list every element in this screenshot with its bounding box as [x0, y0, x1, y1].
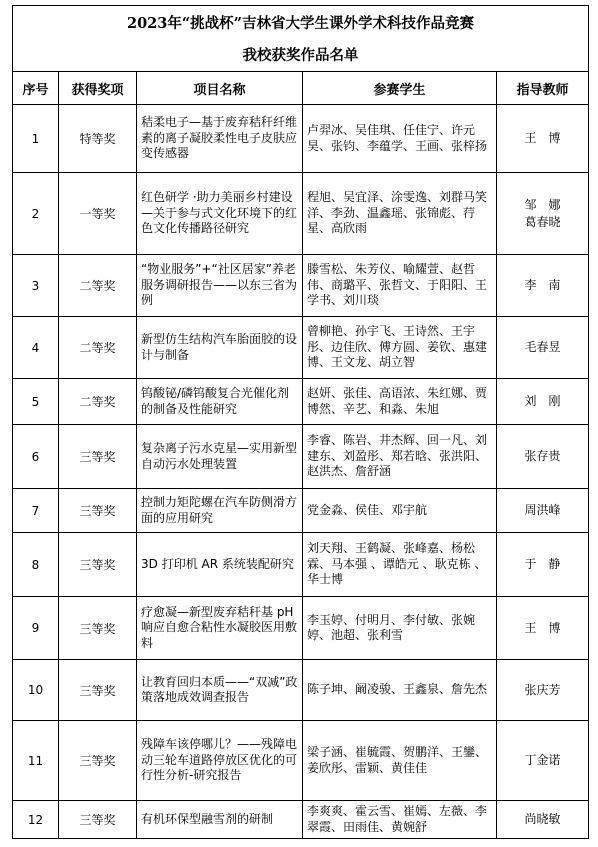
project-name: 新型仿生结构汽车胎面胶的设计与制备 — [137, 317, 303, 379]
advisor-name: 丁金诺 — [524, 753, 561, 767]
advisor-name: 张存贵 — [524, 449, 561, 463]
table-row — [13, 533, 589, 597]
advisor-names — [497, 489, 589, 533]
advisor-name: 王 博 — [524, 620, 561, 635]
project-name: 疗愈凝—新型废弃秸秆基 pH 响应自愈合粘性水凝胶医用敷料 — [137, 597, 303, 660]
header-students: 参赛学生 — [303, 72, 497, 105]
student-names: 李玉婷、付明月、李付敏、张婉婷、池超、张利雪 — [303, 597, 497, 660]
document-subtitle: 我校获奖作品名单 — [13, 38, 589, 72]
student-names: 陈子坤、阚凌骏、王鑫泉、詹先杰 — [303, 660, 497, 721]
row-number: 9 — [13, 597, 59, 660]
project-name: “物业服务”+“社区居家”养老服务调研报告——以东三省为例 — [137, 255, 303, 317]
project-name: 秸柔电子—基于废弃秸秆纤维素的离子凝胶柔性电子皮肤应变传感器 — [137, 105, 303, 173]
table-row — [13, 597, 589, 660]
award-level: 三等奖 — [59, 721, 137, 801]
advisor-name: 周洪峰 — [524, 503, 561, 517]
award-level: 二等奖 — [59, 379, 137, 425]
table-row — [13, 660, 589, 721]
student-names: 刘天翔、王鹤凝、张峰嘉、杨松霖、马本强 、谭皓元 、耿克栋 、华士博 — [303, 533, 497, 597]
advisor-name: 王 博 — [524, 131, 561, 145]
student-names: 李爽爽、霍云雪、崔嫣、左薇、李翠霞、田雨佳、黄婉舒 — [303, 801, 497, 839]
advisor-names — [497, 597, 589, 660]
title-row-1 — [13, 6, 589, 39]
table-row — [13, 317, 589, 379]
award-level: 三等奖 — [59, 597, 137, 660]
award-level: 特等奖 — [59, 105, 137, 173]
student-names: 卢羿冰、吴佳琪、任佳宁、许元昊、张钧、李蕴学、王画、张梓扬 — [303, 105, 497, 173]
award-list-sheet — [12, 5, 589, 839]
advisor-name: 邹 娜 — [524, 197, 561, 212]
award-level: 一等奖 — [59, 173, 137, 255]
row-number: 10 — [13, 660, 59, 721]
advisor-names — [497, 533, 589, 597]
award-table — [12, 5, 589, 839]
student-names: 曾柳艳、孙宇飞、王诗然、王宇彤、边佳欣、傅方圆、姜钦、惠建博、王文龙、胡立智 — [303, 317, 497, 379]
award-level: 三等奖 — [59, 660, 137, 721]
row-number: 7 — [13, 489, 59, 533]
project-name: 复杂离子污水克星—实用新型自动污水处理装置 — [137, 425, 303, 489]
award-level: 二等奖 — [59, 255, 137, 317]
advisor-names — [497, 379, 589, 425]
project-name: 有机环保型融雪剂的研制 — [137, 801, 303, 839]
project-name: 残障车该停哪儿？——残障电动三轮车道路停放区优化的可行性分析-研究报告 — [137, 721, 303, 801]
advisor-name: 张庆芳 — [524, 682, 561, 697]
advisor-names — [497, 721, 589, 801]
advisor-names — [497, 255, 589, 317]
row-number: 11 — [13, 721, 59, 801]
table-row — [13, 173, 589, 255]
project-name: 控制力矩陀螺在汽车防侧滑方面的应用研究 — [137, 489, 303, 533]
advisor-names — [497, 173, 589, 255]
row-number: 2 — [13, 173, 59, 255]
advisor-name: 于 静 — [524, 557, 561, 571]
header-award: 获得奖项 — [59, 72, 137, 105]
row-number: 1 — [13, 105, 59, 173]
student-names: 赵妍、张佳、高语浓、朱红娜、贾博然、辛艺、和淼、朱旭 — [303, 379, 497, 425]
advisor-names — [497, 105, 589, 173]
table-row — [13, 721, 589, 801]
advisor-name: 葛春晓 — [524, 214, 561, 229]
table-row — [13, 105, 589, 173]
header-project: 项目名称 — [137, 72, 303, 105]
advisor-names — [497, 425, 589, 489]
award-level: 二等奖 — [59, 317, 137, 379]
student-names: 程旭、吴宜泽、涂雯逸、刘群马笑洋、李劲、温鑫瑶、张锦彪、荇星、高欣雨 — [303, 173, 497, 255]
document-title: 2023年“挑战杯”吉林省大学生课外学术科技作品竞赛 — [13, 6, 589, 39]
advisor-name: 李 南 — [524, 278, 561, 292]
advisor-name: 毛春昱 — [524, 340, 561, 354]
project-name: 红色研学 ·助力美丽乡村建设—关于参与式文化环境下的红色文化传播路径研究 — [137, 173, 303, 255]
student-names: 滕雪松、朱芳仪、喻耀萱、赵哲伟、商璐平、张哲文、于阳阳、王学书、刘川琰 — [303, 255, 497, 317]
project-name: 钨酸铋/磷钨酸复合光催化剂的制备及性能研究 — [137, 379, 303, 425]
row-number: 12 — [13, 801, 59, 839]
advisor-name: 尚晓敏 — [524, 812, 561, 826]
row-number: 4 — [13, 317, 59, 379]
table-body — [13, 105, 589, 839]
student-names: 梁子涵、崔毓霞、贺鹏洋、王鑾、姜欣彤、雷颖、黄佳佳 — [303, 721, 497, 801]
header-num: 序号 — [13, 72, 59, 105]
table-row — [13, 801, 589, 839]
award-level: 三等奖 — [59, 533, 137, 597]
advisor-names — [497, 660, 589, 721]
table-row — [13, 379, 589, 425]
row-number: 5 — [13, 379, 59, 425]
header-teacher: 指导教师 — [497, 72, 589, 105]
row-number: 8 — [13, 533, 59, 597]
table-header-row — [13, 72, 589, 105]
student-names: 党金淼、侯佳、邓宇航 — [303, 489, 497, 533]
title-row-2 — [13, 38, 589, 72]
table-row — [13, 425, 589, 489]
project-name: 3D 打印机 AR 系统装配研究 — [137, 533, 303, 597]
row-number: 6 — [13, 425, 59, 489]
table-row — [13, 489, 589, 533]
project-name: 让教育回归本质——“双减”政策落地成效调查报告 — [137, 660, 303, 721]
row-number: 3 — [13, 255, 59, 317]
table-row — [13, 255, 589, 317]
award-level: 三等奖 — [59, 489, 137, 533]
student-names: 李睿、陈岩、井杰辉、回一凡、刘建东、刘盈彤、郑若晗、张洪阳、赵洪杰、詹舒涵 — [303, 425, 497, 489]
advisor-names — [497, 317, 589, 379]
award-level: 三等奖 — [59, 425, 137, 489]
advisor-name: 刘 刚 — [524, 394, 561, 408]
award-level: 三等奖 — [59, 801, 137, 839]
advisor-names — [497, 801, 589, 839]
